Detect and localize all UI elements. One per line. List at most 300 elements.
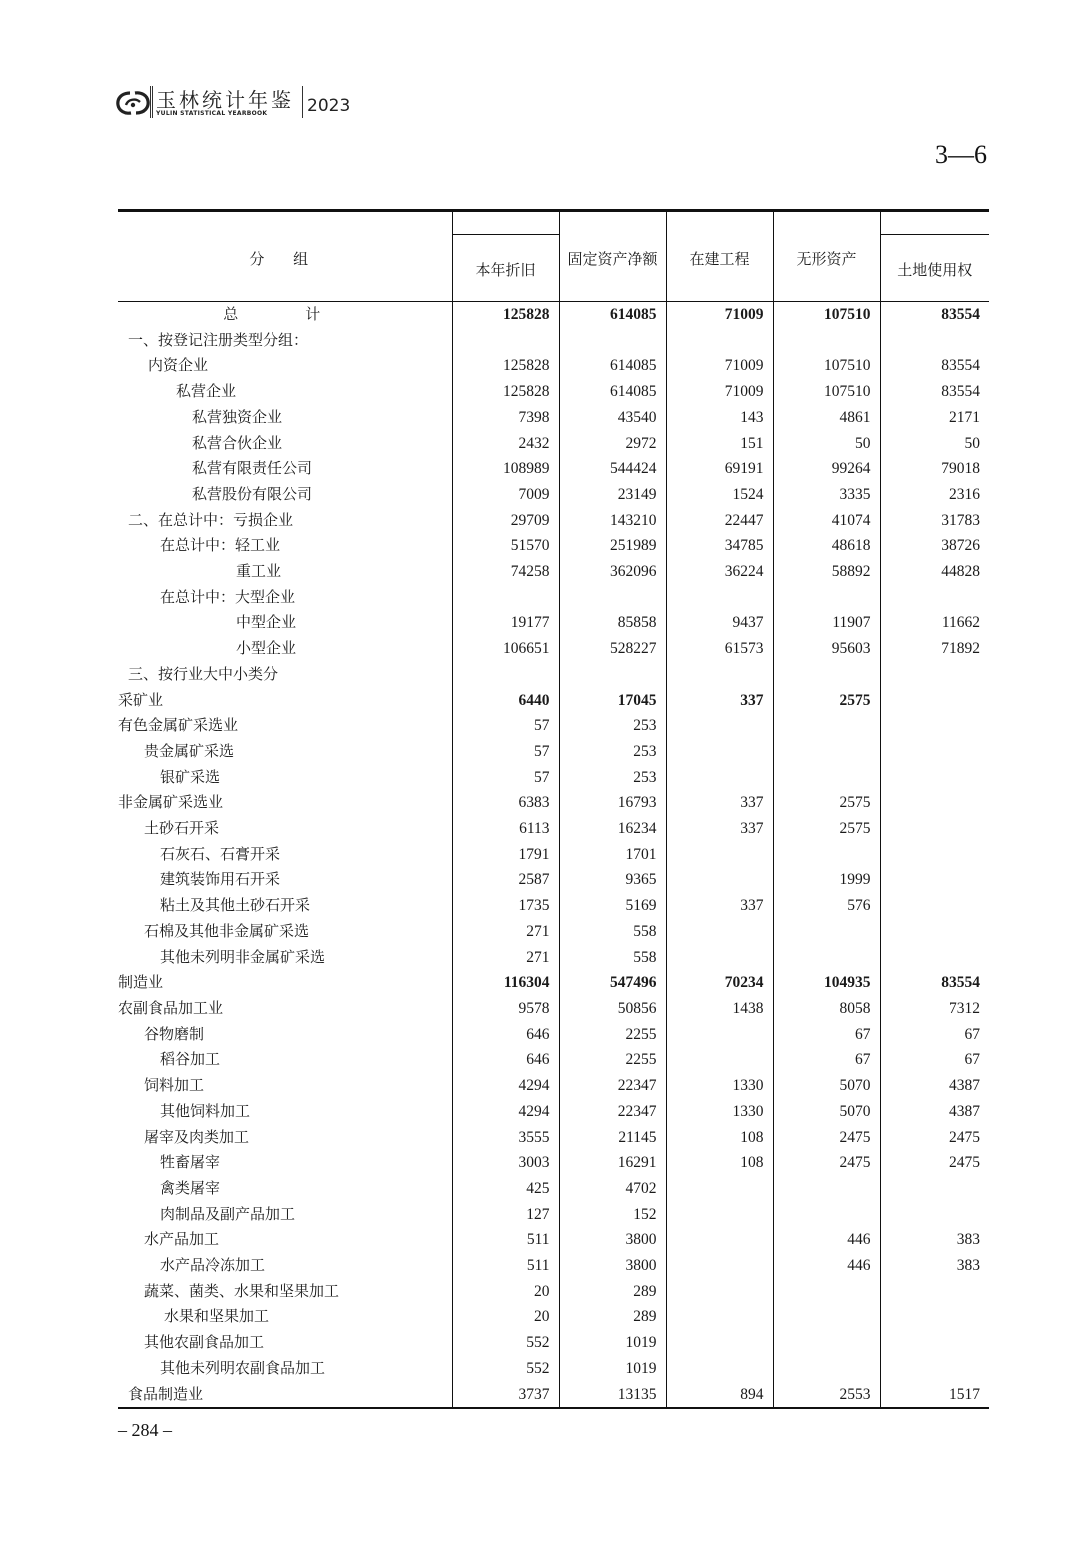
brand-divider-2	[302, 86, 303, 118]
cell-value: 1019	[559, 1330, 666, 1356]
cell-value	[880, 1279, 989, 1305]
row-label: 蔬菜、菌类、水果和坚果加工	[144, 1281, 340, 1300]
cell-value: 425	[452, 1176, 559, 1202]
cell-value: 3800	[559, 1253, 666, 1279]
row-label: 屠宰及肉类加工	[144, 1127, 250, 1146]
cell-value: 71009	[666, 302, 773, 328]
table-row	[118, 1279, 989, 1305]
cell-value: 2575	[773, 816, 880, 842]
cell-value	[666, 1022, 773, 1048]
table-row	[118, 867, 989, 893]
table-row	[118, 688, 989, 714]
cell-value: 4702	[559, 1176, 666, 1202]
cell-value	[880, 893, 989, 919]
cell-value	[666, 919, 773, 945]
table-row	[118, 1304, 989, 1330]
table-row	[118, 1253, 989, 1279]
table-row	[118, 1227, 989, 1253]
cell-value: 646	[452, 1047, 559, 1073]
cell-value: 143210	[559, 508, 666, 534]
cell-value: 58892	[773, 559, 880, 585]
cell-value: 20	[452, 1279, 559, 1305]
cell-value: 894	[666, 1382, 773, 1409]
cell-value	[773, 919, 880, 945]
cell-value: 116304	[452, 970, 559, 996]
cell-value: 6113	[452, 816, 559, 842]
row-label: 水果和坚果加工	[164, 1307, 270, 1326]
table-row	[118, 456, 989, 482]
cell-value: 50	[880, 431, 989, 457]
cell-value: 9437	[666, 610, 773, 636]
cell-value: 289	[559, 1304, 666, 1330]
cell-value	[452, 585, 559, 611]
table-row	[118, 1022, 989, 1048]
table-row	[118, 328, 989, 354]
table-row	[118, 353, 989, 379]
row-label: 私营合伙企业	[192, 433, 283, 452]
cell-value: 7398	[452, 405, 559, 431]
table-header	[118, 211, 989, 302]
cell-value: 106651	[452, 636, 559, 662]
cell-value: 2587	[452, 867, 559, 893]
cell-value: 13135	[559, 1382, 666, 1409]
cell-value: 5070	[773, 1099, 880, 1125]
cell-value: 57	[452, 765, 559, 791]
cell-value: 16234	[559, 816, 666, 842]
cell-value: 1019	[559, 1356, 666, 1382]
table-row	[118, 302, 989, 328]
cell-value	[880, 713, 989, 739]
cell-value: 79018	[880, 456, 989, 482]
cell-value: 558	[559, 945, 666, 971]
cell-value: 6440	[452, 688, 559, 714]
cell-value	[773, 585, 880, 611]
cell-value: 41074	[773, 508, 880, 534]
cell-value: 67	[773, 1047, 880, 1073]
table-row	[118, 1047, 989, 1073]
row-label: 石棉及其他非金属矿采选	[144, 921, 310, 940]
row-label: 重工业	[236, 562, 282, 581]
cell-value	[880, 1176, 989, 1202]
cell-value: 271	[452, 945, 559, 971]
cell-value: 107510	[773, 353, 880, 379]
cell-value: 251989	[559, 533, 666, 559]
row-label: 内资企业	[148, 356, 209, 375]
cell-value	[880, 739, 989, 765]
cell-value: 7312	[880, 996, 989, 1022]
cell-value	[666, 1279, 773, 1305]
row-label: 在总计中：大型企业	[160, 587, 296, 606]
row-label: 私营有限责任公司	[192, 459, 313, 478]
cell-value: 337	[666, 790, 773, 816]
cell-value	[773, 1356, 880, 1382]
row-label: 其他未列明非金属矿采选	[160, 947, 326, 966]
cell-value: 547496	[559, 970, 666, 996]
cell-value: 2255	[559, 1047, 666, 1073]
table-row	[118, 790, 989, 816]
cell-value: 558	[559, 919, 666, 945]
cell-value: 2575	[773, 688, 880, 714]
cell-value	[880, 919, 989, 945]
brand-divider	[150, 86, 151, 118]
cell-value: 2972	[559, 431, 666, 457]
brand-year: 2023	[307, 96, 351, 116]
cell-value: 125828	[452, 302, 559, 328]
cell-value	[666, 1356, 773, 1382]
row-label: 中型企业	[236, 613, 297, 632]
cell-value	[452, 328, 559, 354]
cell-value: 22347	[559, 1099, 666, 1125]
cell-value: 1438	[666, 996, 773, 1022]
cell-value: 4294	[452, 1099, 559, 1125]
cell-value: 4294	[452, 1073, 559, 1099]
cell-value: 2575	[773, 790, 880, 816]
cell-value: 44828	[880, 559, 989, 585]
cell-value	[773, 1330, 880, 1356]
cell-value	[880, 585, 989, 611]
row-label: 农副食品加工业	[118, 998, 224, 1017]
table-row	[118, 482, 989, 508]
cell-value	[666, 867, 773, 893]
cell-value	[880, 790, 989, 816]
page-number: – 284 –	[118, 1420, 172, 1440]
cell-value	[880, 328, 989, 354]
cell-value: 11907	[773, 610, 880, 636]
cell-value: 383	[880, 1253, 989, 1279]
table-number: 3—6	[935, 140, 987, 169]
cell-value	[773, 1176, 880, 1202]
statistics-table	[118, 209, 989, 1409]
cell-value: 11662	[880, 610, 989, 636]
cell-value	[666, 328, 773, 354]
cell-value: 2171	[880, 405, 989, 431]
cell-value: 1517	[880, 1382, 989, 1409]
cell-value	[880, 1202, 989, 1228]
cell-value	[880, 1304, 989, 1330]
cell-value: 1999	[773, 867, 880, 893]
row-label: 石灰石、石膏开采	[160, 844, 281, 863]
cell-value: 125828	[452, 353, 559, 379]
cell-value: 2475	[773, 1125, 880, 1151]
brand-title: 玉林统计年鉴	[156, 88, 294, 112]
cell-value: 5169	[559, 893, 666, 919]
cell-value: 614085	[559, 353, 666, 379]
cell-value: 3555	[452, 1125, 559, 1151]
cell-value: 2475	[880, 1150, 989, 1176]
cell-value: 83554	[880, 353, 989, 379]
cell-value	[666, 842, 773, 868]
cell-value	[880, 1356, 989, 1382]
cell-value: 16793	[559, 790, 666, 816]
cell-value: 83554	[880, 302, 989, 328]
cell-value: 3335	[773, 482, 880, 508]
cell-value: 576	[773, 893, 880, 919]
cell-value	[880, 688, 989, 714]
cell-value	[666, 1304, 773, 1330]
cell-value: 67	[880, 1047, 989, 1073]
cell-value: 69191	[666, 456, 773, 482]
row-label: 谷物磨制	[144, 1024, 205, 1043]
cell-value	[666, 1253, 773, 1279]
table-row	[118, 559, 989, 585]
cell-value: 4861	[773, 405, 880, 431]
cell-value: 99264	[773, 456, 880, 482]
cell-value: 2553	[773, 1382, 880, 1409]
cell-value	[880, 945, 989, 971]
brand-subtitle-en: YULIN STATISTICAL YEARBOOK	[156, 110, 268, 117]
cell-value: 22447	[666, 508, 773, 534]
cell-value: 151	[666, 431, 773, 457]
cell-value: 1735	[452, 893, 559, 919]
cell-value	[452, 662, 559, 688]
cell-value	[666, 1227, 773, 1253]
cell-value: 614085	[559, 302, 666, 328]
cell-value	[666, 1176, 773, 1202]
cell-value: 552	[452, 1356, 559, 1382]
cell-value: 4387	[880, 1073, 989, 1099]
column-header-depreciation: 本年折旧	[452, 211, 559, 302]
row-label: 一、按登记注册类型分组：	[128, 330, 309, 349]
cell-value: 528227	[559, 636, 666, 662]
row-label: 稻谷加工	[160, 1050, 221, 1069]
cell-value: 9578	[452, 996, 559, 1022]
cell-value: 5070	[773, 1073, 880, 1099]
cell-value: 108	[666, 1125, 773, 1151]
row-label: 制造业	[118, 973, 164, 992]
cell-value: 2475	[773, 1150, 880, 1176]
column-header-net-fixed-assets: 固定资产净额	[559, 211, 666, 302]
table-row	[118, 1073, 989, 1099]
table-row	[118, 379, 989, 405]
row-label: 其他农副食品加工	[144, 1333, 265, 1352]
cell-value: 2316	[880, 482, 989, 508]
table-row	[118, 1125, 989, 1151]
row-label: 食品制造业	[118, 1382, 452, 1409]
cell-value: 50	[773, 431, 880, 457]
cell-value: 446	[773, 1253, 880, 1279]
cell-value: 544424	[559, 456, 666, 482]
cell-value: 152	[559, 1202, 666, 1228]
cell-value: 127	[452, 1202, 559, 1228]
cell-value: 337	[666, 688, 773, 714]
cell-value	[666, 1330, 773, 1356]
cell-value: 2475	[880, 1125, 989, 1151]
row-label: 在总计中：轻工业	[160, 536, 281, 555]
row-label: 采矿业	[118, 690, 164, 709]
table-row	[118, 893, 989, 919]
cell-value	[773, 328, 880, 354]
cell-value: 22347	[559, 1073, 666, 1099]
cell-value: 646	[452, 1022, 559, 1048]
table-row	[118, 636, 989, 662]
cell-value	[559, 585, 666, 611]
cell-value	[773, 1304, 880, 1330]
cell-value	[880, 662, 989, 688]
table-row	[118, 662, 989, 688]
row-label: 银矿采选	[160, 767, 221, 786]
row-label: 贵金属矿采选	[144, 741, 235, 760]
cell-value	[666, 945, 773, 971]
cell-value	[773, 1279, 880, 1305]
cell-value: 552	[452, 1330, 559, 1356]
row-label: 总 计	[223, 305, 347, 323]
cell-value	[880, 867, 989, 893]
cell-value: 289	[559, 1279, 666, 1305]
cell-value	[773, 1202, 880, 1228]
cell-value	[773, 842, 880, 868]
cell-value: 71009	[666, 379, 773, 405]
cell-value: 61573	[666, 636, 773, 662]
cell-value	[666, 765, 773, 791]
cell-value: 67	[880, 1022, 989, 1048]
table-row	[118, 1382, 989, 1409]
cell-value: 614085	[559, 379, 666, 405]
cell-value	[559, 328, 666, 354]
cell-value: 71009	[666, 353, 773, 379]
cell-value	[773, 739, 880, 765]
cell-value	[666, 739, 773, 765]
row-label: 肉制品及副产品加工	[160, 1204, 296, 1223]
cell-value: 31783	[880, 508, 989, 534]
table-row	[118, 1099, 989, 1125]
cell-value: 143	[666, 405, 773, 431]
row-label: 私营企业	[176, 382, 237, 401]
cell-value: 23149	[559, 482, 666, 508]
cell-value: 57	[452, 713, 559, 739]
cell-value: 125828	[452, 379, 559, 405]
table-row	[118, 1330, 989, 1356]
cell-value: 38726	[880, 533, 989, 559]
table-row	[118, 945, 989, 971]
cell-value	[773, 765, 880, 791]
row-label: 非金属矿采选业	[118, 793, 224, 812]
cell-value: 36224	[666, 559, 773, 585]
cell-value	[773, 662, 880, 688]
cell-value: 71892	[880, 636, 989, 662]
row-label: 建筑装饰用石开采	[160, 870, 281, 889]
table-row	[118, 765, 989, 791]
cell-value: 51570	[452, 533, 559, 559]
cell-value: 337	[666, 893, 773, 919]
cell-value: 57	[452, 739, 559, 765]
cell-value: 104935	[773, 970, 880, 996]
cell-value: 19177	[452, 610, 559, 636]
row-label: 其他未列明农副食品加工	[160, 1358, 326, 1377]
row-label: 有色金属矿采选业	[118, 716, 239, 735]
cell-value: 3737	[452, 1382, 559, 1409]
row-label: 私营股份有限公司	[192, 484, 313, 503]
cell-value: 1791	[452, 842, 559, 868]
cell-value	[666, 1047, 773, 1073]
cell-value: 43540	[559, 405, 666, 431]
row-label: 饲料加工	[144, 1076, 205, 1095]
cell-value: 4387	[880, 1099, 989, 1125]
row-label: 其他饲料加工	[160, 1101, 251, 1120]
column-header-land-use-rights: 土地使用权	[880, 211, 989, 302]
cell-value: 1701	[559, 842, 666, 868]
row-label: 土砂石开采	[144, 819, 220, 838]
row-label: 私营独资企业	[192, 407, 283, 426]
cell-value	[773, 713, 880, 739]
cell-value: 1524	[666, 482, 773, 508]
table-row	[118, 713, 989, 739]
table-row	[118, 1202, 989, 1228]
row-label: 粘土及其他土砂石开采	[160, 896, 311, 915]
row-label: 二、在总计中：亏损企业	[128, 510, 294, 529]
cell-value: 2432	[452, 431, 559, 457]
column-header-group: 分 组	[118, 211, 452, 302]
row-label: 禽类屠宰	[160, 1178, 221, 1197]
cell-value	[666, 713, 773, 739]
cell-value: 7009	[452, 482, 559, 508]
cell-value	[880, 816, 989, 842]
table-row	[118, 1356, 989, 1382]
table-row	[118, 1176, 989, 1202]
cell-value: 17045	[559, 688, 666, 714]
cell-value: 3003	[452, 1150, 559, 1176]
cell-value: 337	[666, 816, 773, 842]
cell-value: 70234	[666, 970, 773, 996]
cell-value	[880, 842, 989, 868]
cell-value: 511	[452, 1253, 559, 1279]
cell-value	[666, 585, 773, 611]
cell-value: 446	[773, 1227, 880, 1253]
cell-value: 383	[880, 1227, 989, 1253]
cell-value: 253	[559, 765, 666, 791]
cell-value	[559, 662, 666, 688]
cell-value: 34785	[666, 533, 773, 559]
cell-value: 67	[773, 1022, 880, 1048]
table-row	[118, 533, 989, 559]
cell-value: 21145	[559, 1125, 666, 1151]
cell-value: 1330	[666, 1099, 773, 1125]
cell-value: 83554	[880, 379, 989, 405]
row-label: 水产品加工	[144, 1230, 220, 1249]
cell-value: 48618	[773, 533, 880, 559]
row-label: 小型企业	[236, 639, 297, 658]
table-body	[118, 302, 989, 1409]
cell-value: 108	[666, 1150, 773, 1176]
column-header-intangible-assets: 无形资产	[773, 211, 880, 302]
table-row	[118, 431, 989, 457]
table-row	[118, 816, 989, 842]
cell-value: 271	[452, 919, 559, 945]
cell-value: 108989	[452, 456, 559, 482]
column-header-construction-in-progress: 在建工程	[666, 211, 773, 302]
cell-value: 50856	[559, 996, 666, 1022]
table-row	[118, 405, 989, 431]
table-row	[118, 610, 989, 636]
cell-value: 8058	[773, 996, 880, 1022]
cell-value	[666, 662, 773, 688]
cell-value: 1330	[666, 1073, 773, 1099]
table-row	[118, 970, 989, 996]
cell-value: 253	[559, 713, 666, 739]
cell-value: 95603	[773, 636, 880, 662]
cell-value: 253	[559, 739, 666, 765]
table-row	[118, 739, 989, 765]
cell-value: 16291	[559, 1150, 666, 1176]
cell-value: 2255	[559, 1022, 666, 1048]
cell-value: 3800	[559, 1227, 666, 1253]
table-row	[118, 1150, 989, 1176]
cell-value	[880, 765, 989, 791]
cell-value: 107510	[773, 302, 880, 328]
cell-value: 20	[452, 1304, 559, 1330]
cell-value: 511	[452, 1227, 559, 1253]
row-label: 三、按行业大中小类分	[128, 664, 279, 683]
row-label: 水产品冷冻加工	[160, 1256, 266, 1275]
